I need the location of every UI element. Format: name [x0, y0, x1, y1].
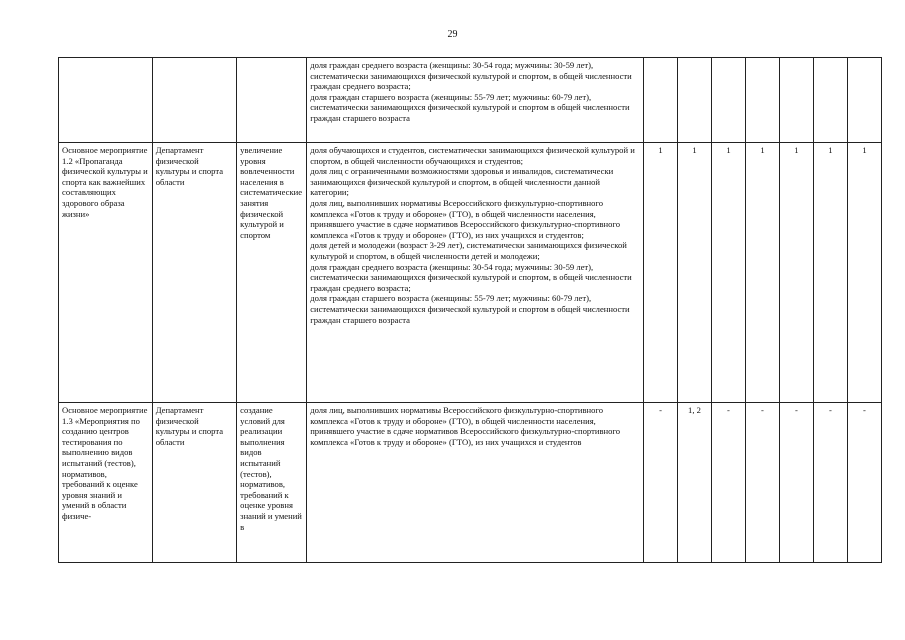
table-row [59, 58, 882, 143]
year-cell: - [745, 403, 779, 563]
year-cell: - [847, 403, 881, 563]
table-row [59, 143, 882, 403]
year-cell: 1 [847, 143, 881, 403]
page-number: 29 [447, 29, 458, 40]
year-cell: 1 [644, 143, 678, 403]
year-cell: 1, 2 [678, 403, 712, 563]
event-cell [59, 58, 153, 143]
year-cell: - [779, 403, 813, 563]
year-cell [711, 58, 745, 143]
table-row [59, 403, 882, 563]
year-cell: 1 [779, 143, 813, 403]
indicators-cell: доля граждан среднего возраста (женщины: 30-54 года; мужчины: 30-59 лет), систематически занимающихся физической культурой и спортом, в общей численности граждан среднего возраста; доля граждан старшего возраста (женщины: 55-79 лет; мужчины: 60-79 лет), систематически занимающихся физической культурой и спортом в общей численности граждан старшего возраста [307, 58, 644, 143]
year-cell [813, 58, 847, 143]
year-cell [745, 58, 779, 143]
program-table [58, 57, 882, 563]
year-cell: - [813, 403, 847, 563]
year-cell: 1 [678, 143, 712, 403]
result-cell: создание условий для реализации выполнения видов испытаний (тестов), нормативов, требований к оценке уровня знаний и умений в [237, 403, 307, 563]
event-cell: Основное мероприятие 1.3 «Мероприятия по созданию центров тестирования по выполнению видов испытаний (тестов), нормативов, требований к оценке уровня знаний и умений в области физиче- [59, 403, 153, 563]
year-cell [779, 58, 813, 143]
year-cell [847, 58, 881, 143]
result-cell [237, 58, 307, 143]
executor-cell: Департамент физической культуры и спорта области [152, 143, 236, 403]
year-cell [678, 58, 712, 143]
year-cell: 1 [745, 143, 779, 403]
indicators-cell: доля обучающихся и студентов, систематически занимающихся физической культурой и спортом, в общей численности обучающихся и студентов; доля лиц с ограниченными возможностями здоровья и инвалидов, систематически занимающихся физической культурой и спортом, в общей численности данной категории; доля лиц, выполнивших нормативы Всероссийского физкультурно-спортивного комплекса «Готов к труду и обороне» (ГТО), в общей численности населения, принявшего участие в сдаче нормативов Всероссийского физкультурно-спортивного комплекса «Готов к труду и обороне» (ГТО), из них учащихся и студентов; доля детей и молодежи (возраст 3-29 лет), систематически занимающихся физической культурой и спортом, в общей численности детей и молодежи; доля граждан среднего возраста (женщины: 30-54 года; мужчины: 30-59 лет), систематически занимающихся физической культурой и спортом, в общей численности граждан среднего возраста; доля граждан старшего возраста (женщины: 55-79 лет; мужчины: 60-79 лет), систематически занимающихся физической культурой и спортом в общей численности граждан старшего возраста [307, 143, 644, 403]
indicators-cell: доля лиц, выполнивших нормативы Всероссийского физкультурно-спортивного комплекса «Готов к труду и обороне» (ГТО), в общей численности населения, принявшего участие в сдаче нормативов Всероссийского физкультурно-спортивного комплекса «Готов к труду и обороне» (ГТО), из них учащихся и студентов [307, 403, 644, 563]
year-cell: - [644, 403, 678, 563]
year-cell: 1 [711, 143, 745, 403]
year-cell: 1 [813, 143, 847, 403]
year-cell: - [711, 403, 745, 563]
result-cell: увеличение уровня вовлеченности населения в систематические занятия физической культурой и спортом [237, 143, 307, 403]
event-cell: Основное мероприятие 1.2 «Пропаганда физической культуры и спорта как важнейших составляющих здорового образа жизни» [59, 143, 153, 403]
executor-cell [152, 58, 236, 143]
year-cell [644, 58, 678, 143]
executor-cell: Департамент физической культуры и спорта области [152, 403, 236, 563]
